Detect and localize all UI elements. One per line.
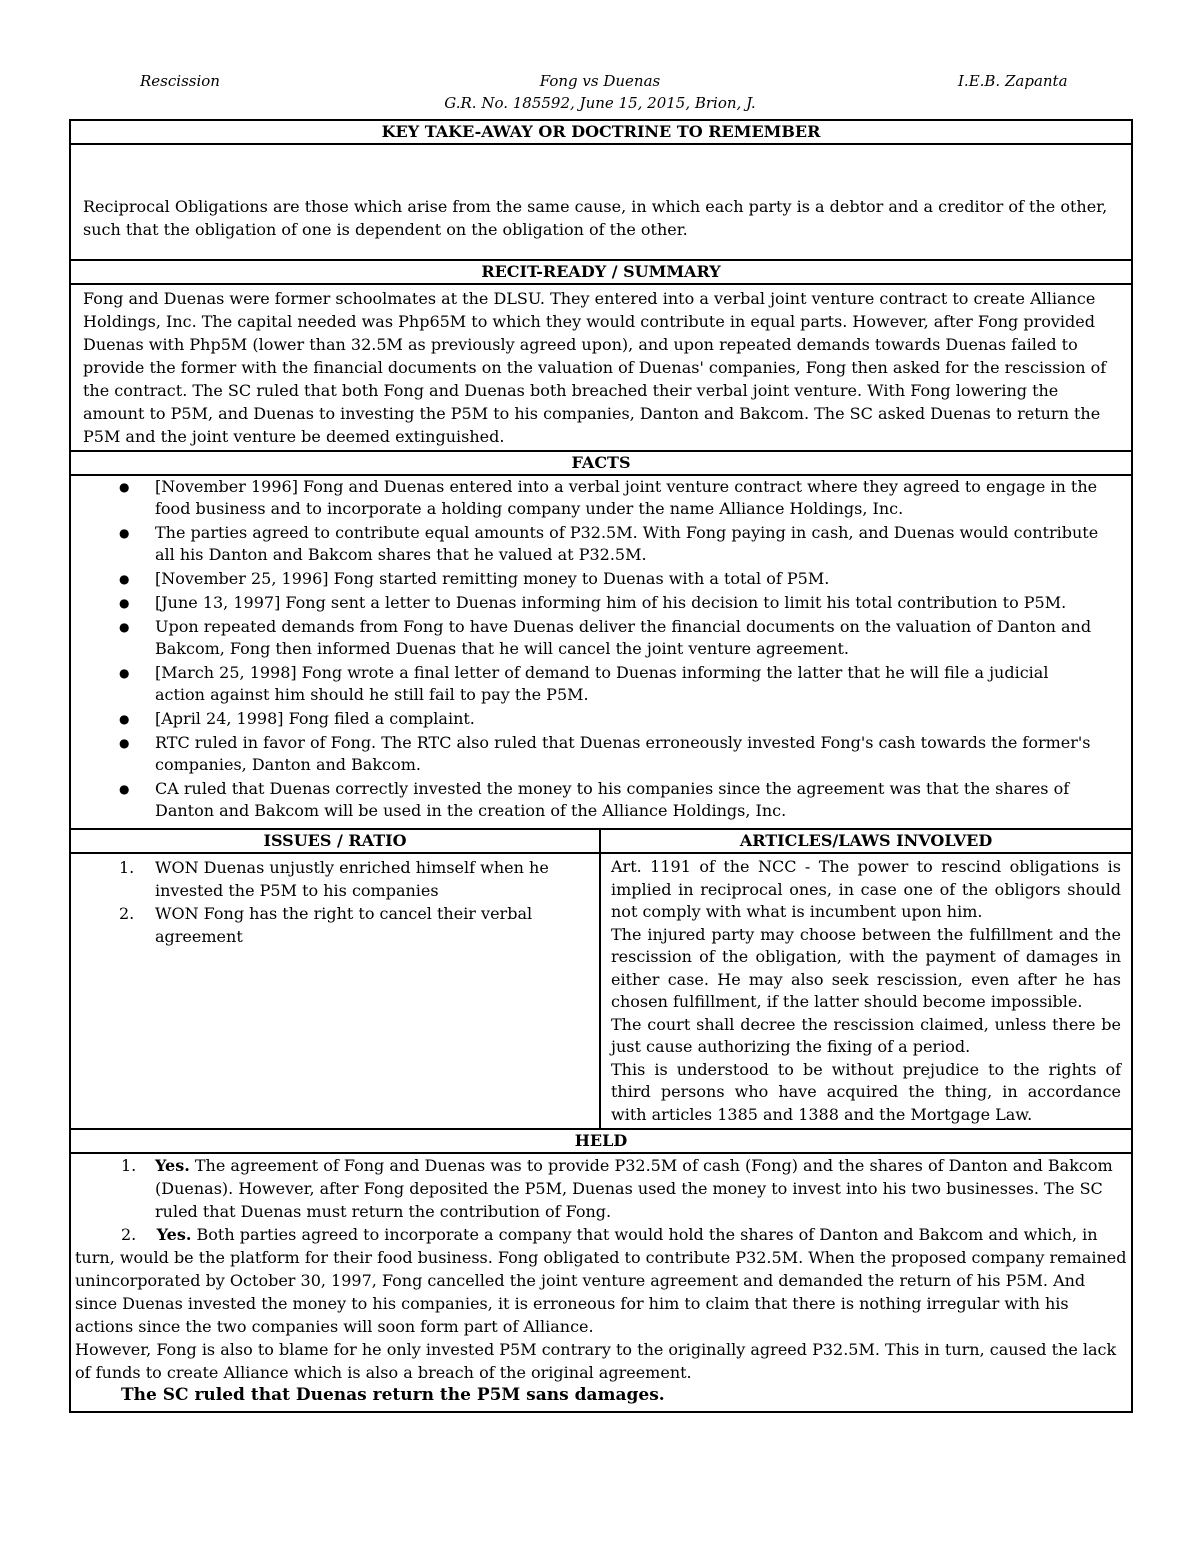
facts-cell (70, 475, 1132, 829)
case-digest-table (69, 119, 1133, 1413)
held-cell (70, 1153, 1132, 1412)
header-citation: G.R. No. 185592, June 15, 2015, Brion, J. (444, 94, 756, 112)
issues-list (71, 854, 599, 952)
fact-item: ● [June 13, 1997] Fong sent a letter to Duenas informing him of his decision to limit his total contribution to P5M. (155, 592, 1101, 614)
summary-text: Fong and Duenas were former schoolmates at the DLSU. They entered into a verbal joint venture contract to create Alliance Holdings, Inc. The capital needed was Php65M to which they would contribute in equal parts. However, after Fong provided Duenas with Php5M (lower than 32.5M as previously agreed upon), and upon repeated demands towards Duenas failed to provide the former with the financial documents on the valuation of Duenas' companies, Fong then asked for the rescission of the contract. The SC ruled that both Fong and Duenas both breached their verbal joint venture. With Fong lowering the amount to P5M, and Duenas to investing the P5M to his companies, Danton and Bakcom. The SC asked Duenas to return the P5M and the joint venture be deemed extinguished. (83, 289, 1107, 446)
header-author: I.E.B. Zapanta (958, 72, 1068, 90)
held-item-1-number: 1. (121, 1156, 137, 1175)
laws-cell (600, 853, 1132, 1129)
header-case-title: Fong vs Duenas (539, 72, 661, 90)
issue-item (119, 856, 589, 902)
fact-item: ● [November 1996] Fong and Duenas entered into a verbal joint venture contract where they agreed to engage in the food business and to incorporate a holding company under the name Alliance Holdings, Inc. (155, 476, 1101, 520)
issue-number: 1. (119, 858, 135, 877)
issues-cell (70, 853, 600, 1129)
laws-text (601, 854, 1131, 1128)
held-item-2-answer: Yes. (156, 1225, 192, 1244)
law-paragraph: The court shall decree the rescission claimed, unless there be just cause authorizing the fixing of a period. (611, 1014, 1121, 1056)
fact-item: ● [March 25, 1998] Fong wrote a final letter of demand to Duenas informing the latter that he will file a judicial action against him should he still fail to pay the P5M. (155, 662, 1101, 706)
key-takeaway-heading: KEY TAKE-AWAY OR DOCTRINE TO REMEMBER (70, 120, 1132, 144)
held-item-2-number: 2. (121, 1225, 137, 1244)
held-text (71, 1154, 1131, 1411)
held-conclusion: The SC ruled that Duenas return the P5M sans damages. (121, 1385, 665, 1405)
held-item-1 (75, 1154, 1127, 1223)
header-topic: Rescission (140, 72, 220, 90)
key-takeaway-text: Reciprocal Obligations are those which arise from the same cause, in which each party is a debtor and a creditor of the other, such that the obligation of one is dependent on the obligation of the other. (83, 197, 1108, 239)
facts-list (71, 476, 1131, 828)
held-paragraph-3: However, Fong is also to blame for he only invested P5M contrary to the originally agreed P32.5M. This in turn, caused the lack of funds to create Alliance which is also a breach of the original agreement. (75, 1340, 1117, 1382)
law-paragraph: The injured party may choose between the fulfillment and the rescission of the obligation, with the payment of damages in either case. He may also seek rescission, even after he has chosen fulfillment, if the latter should become impossible. (611, 924, 1121, 1011)
summary-heading: RECIT-READY / SUMMARY (70, 260, 1132, 284)
fact-item: ● [November 25, 1996] Fong started remitting money to Duenas with a total of P5M. (155, 568, 1101, 590)
held-item-2-text: Both parties agreed to incorporate a company that would hold the shares of Danton and Bakcom and which, in turn, would be the platform for their food business. Fong obligated to contribute P32.5M. When the proposed company remained unincorporated by October 30, 1997, Fong cancelled the joint venture agreement and demanded the return of his P5M. And since Duenas invested the money to his companies, it is erroneous for him to claim that there is nothing irregular with his actions since the two companies will soon form part of Alliance. (75, 1225, 1127, 1336)
laws-heading: ARTICLES/LAWS INVOLVED (600, 829, 1132, 853)
fact-item: ● CA ruled that Duenas correctly invested the money to his companies since the agreement was that the shares of Danton and Bakcom will be used in the creation of the Alliance Holdings, Inc. (155, 778, 1101, 822)
held-heading: HELD (70, 1129, 1132, 1153)
facts-heading: FACTS (70, 451, 1132, 475)
issue-item (119, 902, 589, 948)
law-paragraph: Art. 1191 of the NCC - The power to rescind obligations is implied in reciprocal ones, in case one of the obligors should not comply with what is incumbent upon him. (611, 857, 1121, 921)
held-item-1-answer: Yes. (155, 1156, 190, 1175)
issue-text: WON Duenas unjustly enriched himself when he invested the P5M to his companies (155, 858, 549, 900)
law-paragraph: This is understood to be without prejudice to the rights of third persons who have acquired the thing, in accordance with articles 1385 and 1388 and the Mortgage Law. (611, 1059, 1121, 1124)
fact-item: ● RTC ruled in favor of Fong. The RTC also ruled that Duenas erroneously invested Fong's cash towards the former's companies, Danton and Bakcom. (155, 732, 1101, 776)
issue-text: WON Fong has the right to cancel their verbal agreement (155, 904, 533, 946)
fact-item: ● Upon repeated demands from Fong to have Duenas deliver the financial documents on the valuation of Danton and Bakcom, Fong then informed Duenas that he will cancel the joint venture agreement. (155, 616, 1101, 660)
held-item-2 (75, 1223, 1127, 1338)
issues-heading: ISSUES / RATIO (70, 829, 600, 853)
fact-item: ● [April 24, 1998] Fong filed a complaint. (155, 708, 1101, 730)
held-item-1-text: The agreement of Fong and Duenas was to provide P32.5M of cash (Fong) and the shares of Danton and Bakcom (Duenas). However, after Fong deposited the P5M, Duenas used the money to invest into his two businesses. The SC ruled that Duenas must return the contribution of Fong. (155, 1156, 1113, 1221)
fact-item: ● The parties agreed to contribute equal amounts of P32.5M. With Fong paying in cash, and Duenas would contribute all his Danton and Bakcom shares that he valued at P32.5M. (155, 522, 1101, 566)
summary-cell (70, 284, 1132, 451)
issue-number: 2. (119, 904, 135, 923)
key-takeaway-cell (70, 144, 1132, 260)
